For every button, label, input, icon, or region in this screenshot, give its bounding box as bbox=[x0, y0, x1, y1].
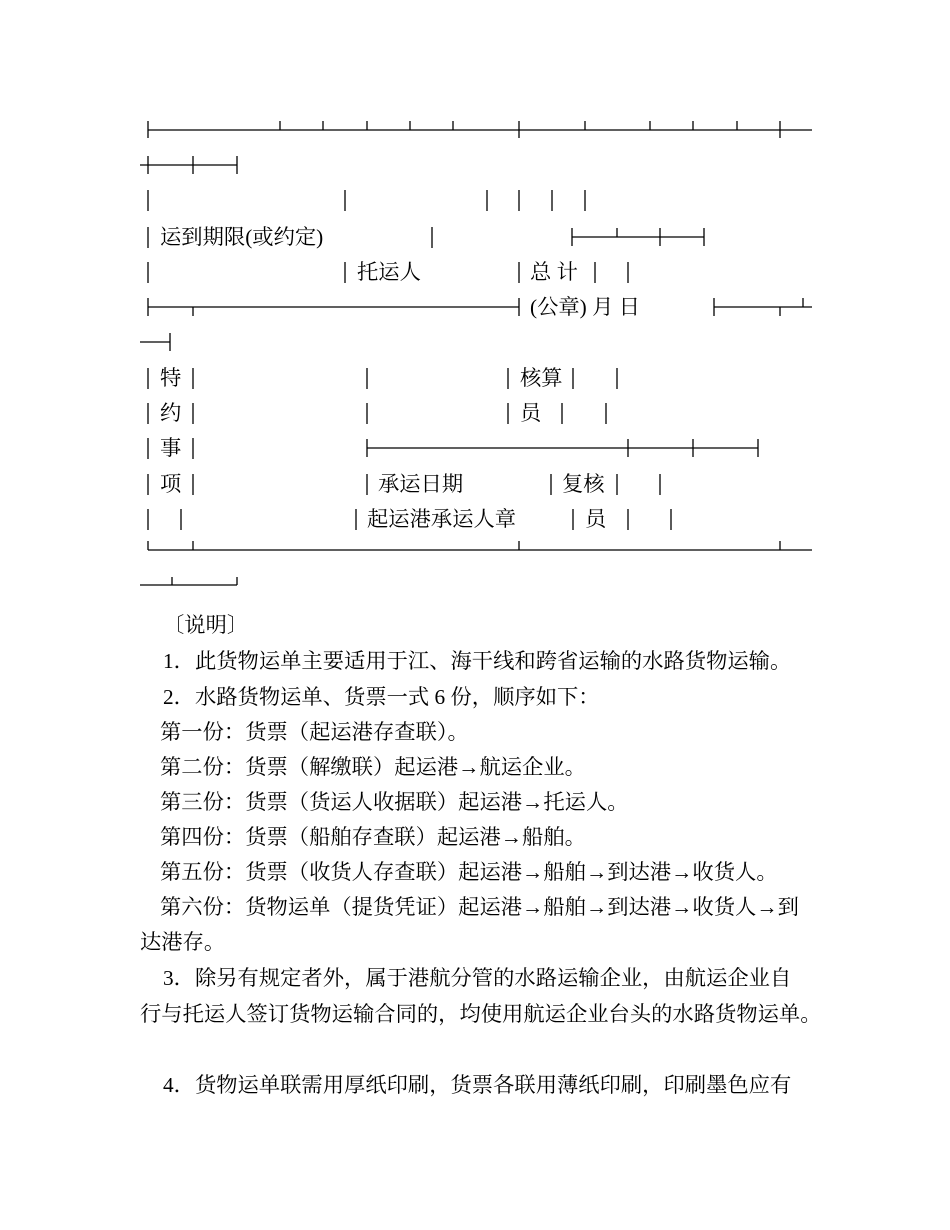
origin-port-seal-label: 起运港承运人章 bbox=[367, 507, 517, 531]
note-line: 2．水路货物运单、货票一式 6 份，顺序如下： bbox=[163, 685, 600, 709]
special-terms-char: 约 bbox=[160, 401, 182, 425]
reviewer-label-cont: 员 bbox=[585, 507, 607, 531]
accountant-label: 核算 bbox=[520, 366, 563, 390]
special-terms-char: 特 bbox=[160, 366, 182, 390]
total-label: 总 计 bbox=[530, 260, 578, 284]
note-line: 第四份：货票（船舶存查联）起运港→船舶。 bbox=[160, 825, 586, 849]
note-line: 行与托运人签订货物运输合同的，均使用航运企业台头的水路货物运单。 bbox=[140, 1002, 822, 1026]
acceptance-date-label: 承运日期 bbox=[378, 472, 464, 496]
note-line: 第六份：货物运单（提货凭证）起运港→船舶→到达港→收货人→到 bbox=[160, 895, 799, 919]
note-line: 第一份：货票（起运港存查联）。 bbox=[160, 720, 469, 744]
note-line: 第三份：货票（货运人收据联）起运港→托运人。 bbox=[160, 790, 629, 814]
note-line: 达港存。 bbox=[140, 930, 226, 954]
seal-date-label: (公章) 月 日 bbox=[530, 295, 641, 319]
special-terms-char: 事 bbox=[160, 436, 182, 460]
note-line: 4．货物运单联需用厚纸印刷，货票各联用薄纸印刷，印刷墨色应有 bbox=[163, 1073, 792, 1097]
note-line: 1．此货物运单主要适用于江、海干线和跨省运输的水路货物运输。 bbox=[163, 649, 792, 673]
reviewer-label: 复核 bbox=[562, 472, 605, 496]
shipper-label: 托运人 bbox=[357, 260, 421, 284]
note-line: 第五份：货票（收货人存查联）起运港→船舶→到达港→收货人。 bbox=[160, 860, 778, 884]
notes-heading: 〔说明〕 bbox=[163, 613, 249, 637]
accountant-label-cont: 员 bbox=[520, 401, 542, 425]
note-line: 第二份：货票（解缴联）起运港→航运企业。 bbox=[160, 755, 586, 779]
note-line: 3．除另有规定者外，属于港航分管的水路运输企业，由航运企业自 bbox=[163, 966, 792, 990]
special-terms-char: 项 bbox=[160, 472, 182, 496]
transit-limit-label: 运到期限(或约定) bbox=[160, 225, 324, 249]
